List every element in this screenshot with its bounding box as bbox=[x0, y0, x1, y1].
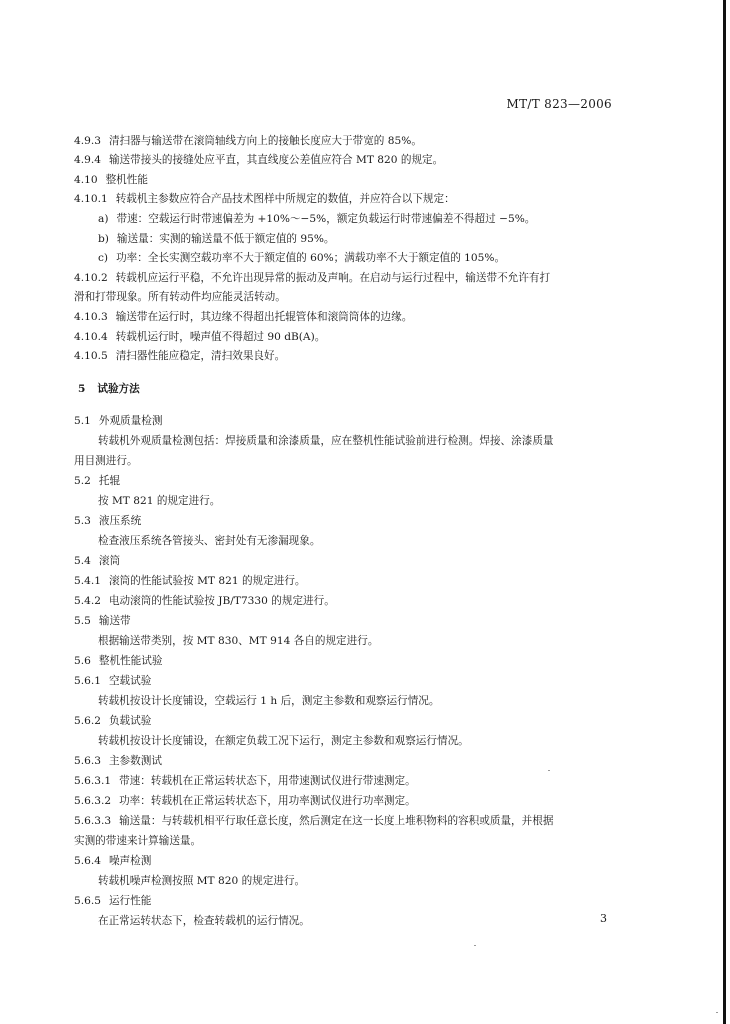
clause-5-1: 5.1 外观质量检测 bbox=[74, 415, 163, 427]
standard-header: MT/T 823—2006 bbox=[506, 97, 612, 111]
clause-4-10-4: 4.10.4 转载机运行时，噪声值不得超过 90 dB(A)。 bbox=[74, 331, 326, 343]
clause-4-9-3: 4.9.3 清扫器与输送带在滚筒轴线方向上的接触长度应大于带宽的 85%。 bbox=[74, 135, 422, 147]
clause-5-6-5: 5.6.5 运行性能 bbox=[74, 895, 152, 907]
page-number: 3 bbox=[600, 912, 607, 925]
scan-speck bbox=[474, 945, 476, 946]
clause-5-4-1: 5.4.1 滚筒的性能试验按 MT 821 的规定进行。 bbox=[74, 575, 306, 587]
clause-5-6-3-3-cont: 实测的带速来计算输送量。 bbox=[74, 835, 202, 847]
clause-5-5: 5.5 输送带 bbox=[74, 615, 131, 627]
clause-5-6-3: 5.6.3 主参数测试 bbox=[74, 755, 162, 767]
clause-5-6-1-body: 转载机按设计长度铺设，空载运行 1 h 后，测定主参数和观察运行情况。 bbox=[98, 695, 440, 707]
scan-speck bbox=[716, 1012, 718, 1013]
clause-5-6-2: 5.6.2 负载试验 bbox=[74, 715, 152, 727]
list-item-a: a) 带速：空载运行时带速偏差为 +10%～−5%，额定负载运行时带速偏差不得超过 −5%。 bbox=[98, 213, 536, 225]
clause-5-1-body: 转载机外观质量检测包括：焊接质量和涂漆质量，应在整机性能试验前进行检测。焊接、涂漆质量 bbox=[98, 435, 554, 447]
clause-5-6-1: 5.6.1 空载试验 bbox=[74, 675, 152, 687]
clause-5-3: 5.3 液压系统 bbox=[74, 515, 142, 527]
clause-5-6-3-2: 5.6.3.2 功率：转载机在正常运转状态下，用功率测试仪进行功率测定。 bbox=[74, 795, 416, 807]
section-5-heading: 5 试验方法 bbox=[78, 383, 140, 395]
clause-5-5-body: 根据输送带类别，按 MT 830、MT 914 各自的规定进行。 bbox=[98, 635, 379, 647]
clause-5-1-body-cont: 用目测进行。 bbox=[74, 455, 138, 467]
clause-5-2: 5.2 托辊 bbox=[74, 475, 121, 487]
list-item-c: c) 功率：全长实测空载功率不大于额定值的 60%；满载功率不大于额定值的 105%。 bbox=[98, 252, 506, 264]
clause-4-10: 4.10 整机性能 bbox=[74, 174, 148, 186]
clause-5-4: 5.4 滚筒 bbox=[74, 555, 121, 567]
clause-4-10-2-cont: 滑和打带现象。所有转动件均应能灵活转动。 bbox=[74, 291, 286, 303]
clause-5-4-2: 5.4.2 电动滚筒的性能试验按 JB/T7330 的规定进行。 bbox=[74, 595, 335, 607]
clause-4-10-1: 4.10.1 转载机主参数应符合产品技术图样中所规定的数值，并应符合以下规定： bbox=[74, 193, 455, 205]
clause-5-3-body: 检查液压系统各管接头、密封处有无渗漏现象。 bbox=[98, 535, 321, 547]
clause-4-10-3: 4.10.3 输送带在运行时，其边缘不得超出托辊管体和滚筒筒体的边缘。 bbox=[74, 311, 413, 323]
clause-5-6-2-body: 转载机按设计长度铺设，在额定负载工况下运行，测定主参数和观察运行情况。 bbox=[98, 735, 469, 747]
clause-5-6: 5.6 整机性能试验 bbox=[74, 655, 163, 667]
clause-4-9-4: 4.9.4 输送带接头的接缝处应平直，其直线度公差值应符合 MT 820 的规定。 bbox=[74, 154, 444, 166]
scan-speck bbox=[548, 770, 550, 771]
clause-4-10-2: 4.10.2 转载机应运行平稳，不允许出现异常的振动及声响。在启动与运行过程中，输送带不允许有打 bbox=[74, 272, 551, 284]
clause-4-10-5: 4.10.5 清扫器性能应稳定，清扫效果良好。 bbox=[74, 350, 286, 362]
clause-5-6-3-1: 5.6.3.1 带速：转载机在正常运转状态下，用带速测试仪进行带速测定。 bbox=[74, 775, 416, 787]
clause-5-6-3-3: 5.6.3.3 输送量：与转载机相平行取任意长度，然后测定在这一长度上堆积物料的容积或质量，并根据 bbox=[74, 815, 554, 827]
list-item-b: b) 输送量：实测的输送量不低于额定值的 95%。 bbox=[98, 233, 335, 245]
clause-5-6-4: 5.6.4 噪声检测 bbox=[74, 855, 152, 867]
clause-5-6-5-body: 在正常运转状态下，检查转载机的运行情况。 bbox=[98, 915, 310, 927]
clause-5-2-body: 按 MT 821 的规定进行。 bbox=[98, 495, 221, 507]
scan-border bbox=[723, 0, 726, 1024]
clause-5-6-4-body: 转载机噪声检测按照 MT 820 的规定进行。 bbox=[98, 875, 306, 887]
